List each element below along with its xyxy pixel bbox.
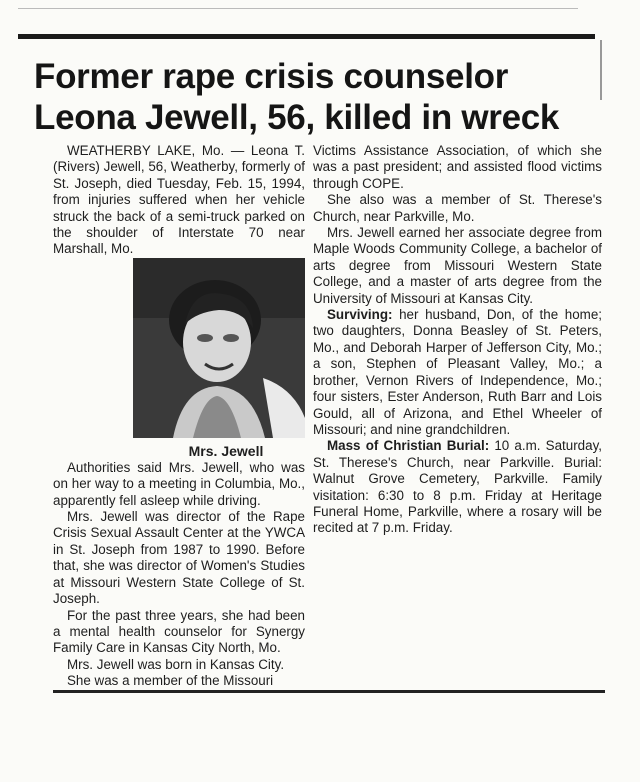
bottom-rule <box>53 690 605 693</box>
church-paragraph: She also was a member of St. Therese's Church, near Parkville, Mo. <box>313 192 602 224</box>
membership-paragraph-cont: Victims Assistance Association, of which she was a past president; and assisted flood victims through COPE. <box>313 143 602 191</box>
headline <box>34 56 604 138</box>
birth-paragraph: Mrs. Jewell was born in Kansas City. <box>67 656 285 672</box>
services-paragraph <box>313 438 602 536</box>
survivors-text: her husband, Don, of the home; two daughters, Donna Beasley of St. Peters, Mo., and Deborah Harper of Jefferson City, Mo.; a son, Stephen of Pleasant Valley, Mo.; a brother, Vernon Rivers of Independence, Mo.; four sisters, Ester Anderson, Ruth Barr and Lois Gould, all of Arizona, and Ethel Wheeler of Missouri; and nine grandchildren. <box>313 307 602 437</box>
portrait-photo <box>133 258 305 438</box>
survivors-label: Surviving: <box>327 307 393 323</box>
authorities-paragraph: Authorities said Mrs. Jewell, who was on her way to a meeting in Columbia, Mo., apparently fell asleep while driving. <box>53 459 305 508</box>
membership-paragraph-start: She was a member of the Missouri <box>67 673 274 689</box>
left-column <box>53 143 305 690</box>
dateline-paragraph: WEATHERBY LAKE, Mo. — Leona T. (Rivers) Jewell, 56, Weatherby, formerly of St. Joseph, died Tuesday, Feb. 15, 1994, from injuries suffered when her vehicle struck the back of a semi-truck parked on the shoulder of Interstate 70 near Marshall, Mo. <box>53 143 305 257</box>
survivors-paragraph <box>313 307 602 438</box>
photo-caption: Mrs. Jewell <box>188 442 264 459</box>
services-label: Mass of Christian Burial: <box>327 438 490 454</box>
top-rule <box>18 34 595 39</box>
counselor-paragraph: For the past three years, she had been a mental health counselor for Synergy Family Care in Kansas City North, Mo. <box>53 607 305 656</box>
right-column <box>313 143 602 537</box>
headline-line-1: Former rape crisis counselor <box>34 57 509 96</box>
top-hairline <box>18 8 578 9</box>
headline-line-2: Leona Jewell, 56, killed in wreck <box>34 98 560 137</box>
education-paragraph: Mrs. Jewell earned her associate degree from Maple Woods Community College, a bachelor of arts degree from Missouri Western State College, and a master of arts degree from the University of Missouri at Kansas City. <box>313 225 602 306</box>
career-paragraph: Mrs. Jewell was director of the Rape Crisis Sexual Assault Center at the YWCA in St. Joseph from 1987 to 1990. Before that, she was director of Women's Studies at Missouri Western State College of St. Joseph. <box>53 509 305 607</box>
portrait-image <box>133 258 305 438</box>
services-text: 10 a.m. Saturday, St. Therese's Church, near Parkville. Burial: Walnut Grove Cemetery, Parkville. Family visitation: 6:30 to 8 p.m. Friday at Heritage Funeral Home, Parkville, where a rosary will be recited at 7 p.m. Friday. <box>313 438 602 536</box>
photo-block <box>133 258 305 460</box>
